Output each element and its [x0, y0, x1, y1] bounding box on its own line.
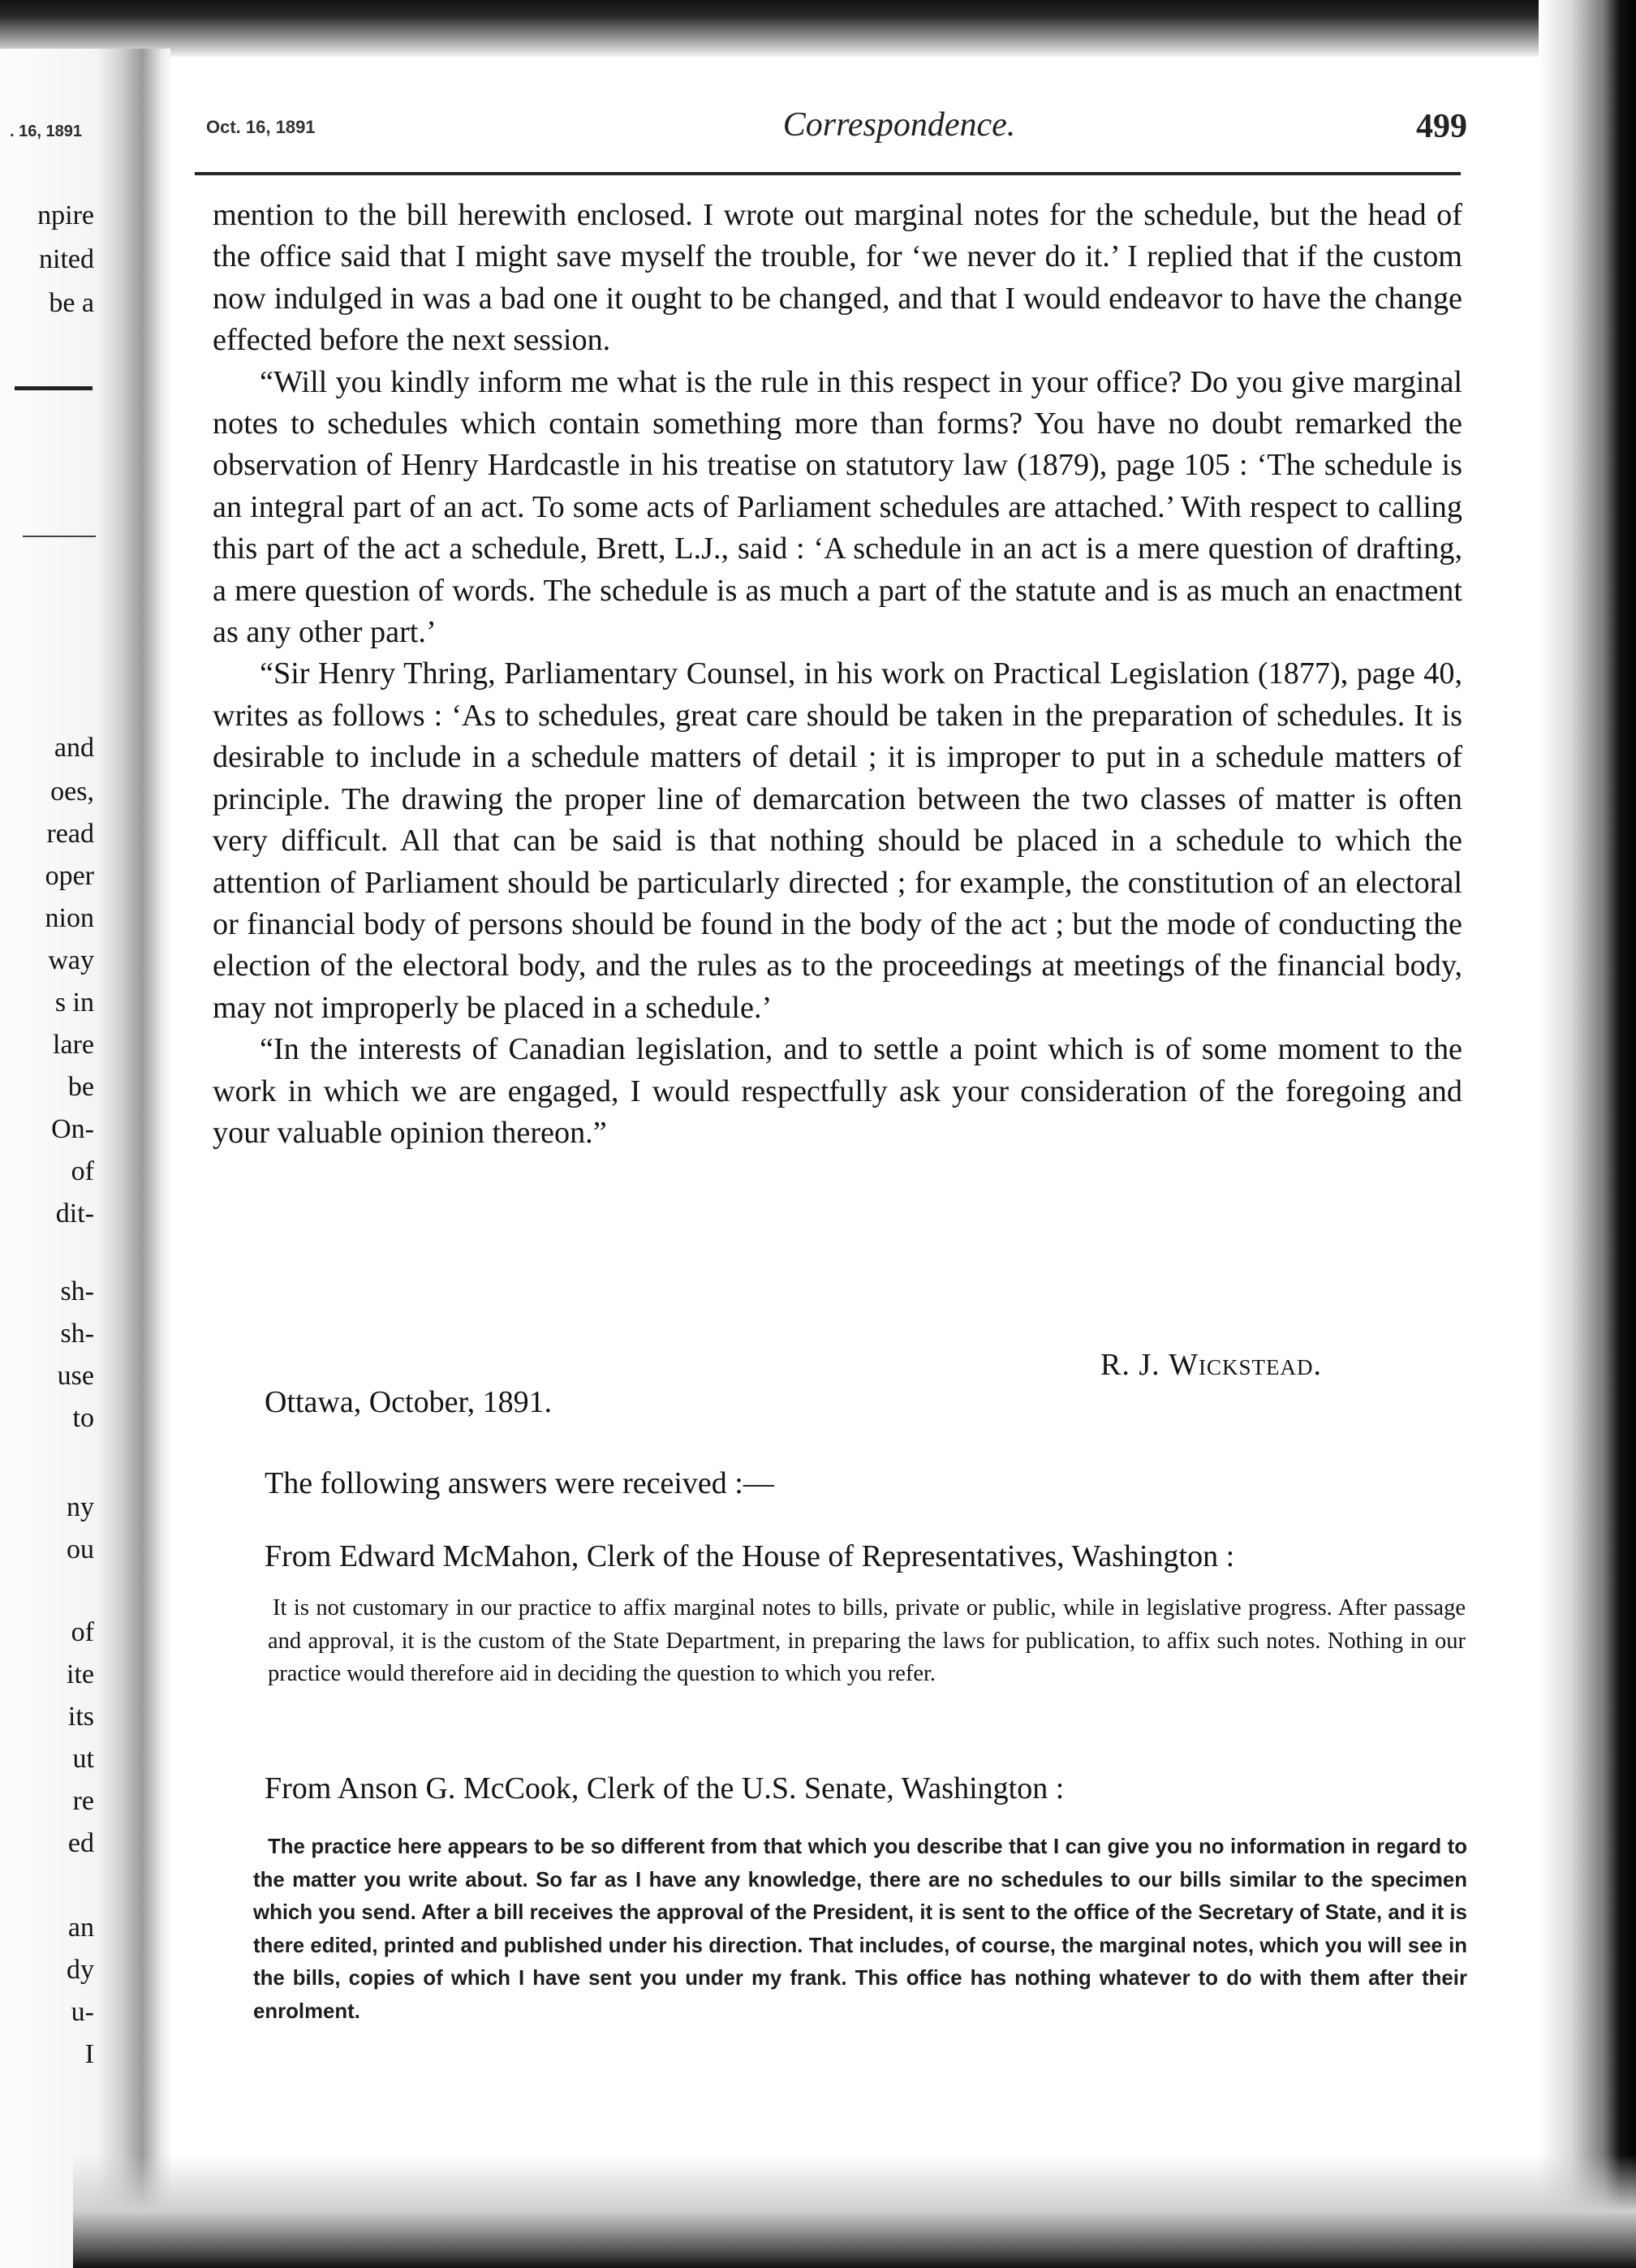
answer-heading: From Anson G. McCook, Clerk of the U.S. Senate, Washington : — [265, 1771, 1065, 1805]
answer-text: It is not customary in our practice to affix marginal notes to bills, private or public, while in legislative progress. After passage and approval, it is the custom of the State Department, in preparing the laws for publication, to affix such notes. Nothing in our practice would therefore aid in deciding the question to which you refer. — [268, 1595, 1466, 1686]
previous-page-fragment: ny — [67, 1492, 94, 1522]
previous-page-fragment: its — [67, 1702, 94, 1732]
previous-page-fragment: oes, — [50, 777, 94, 807]
letter-paragraph: mention to the bill herewith enclosed. I wrote out marginal notes for the schedule, but the head of the office said that I might save myself the trouble, for ‘we never do it.’ I replied that if the custom now indulged in was a bad one it ought to be changed, and that I would endeavor to have the change effected before the next session. — [213, 198, 1462, 358]
page-number: 499 — [1416, 108, 1467, 145]
previous-page-fragment: nion — [45, 903, 94, 933]
header-date: Oct. 16, 1891 — [206, 117, 316, 137]
signature-name: Wickstead. — [1169, 1348, 1323, 1382]
scan-right-edge — [1539, 0, 1636, 2268]
previous-page-fragment: of — [71, 1156, 94, 1186]
place-date: Ottawa, October, 1891. — [265, 1385, 553, 1419]
previous-page-fragment: dit- — [55, 1199, 94, 1229]
previous-page-fragment: an — [67, 1913, 94, 1943]
scan-top-edge — [0, 0, 1636, 57]
previous-page-column — [0, 0, 105, 2268]
header-rule — [195, 172, 1461, 175]
previous-page-rule — [15, 386, 93, 390]
previous-page-fragment: use — [57, 1361, 94, 1391]
previous-page-fragment: I — [84, 2039, 94, 2069]
previous-page-fragment: be a — [49, 288, 94, 318]
running-header — [201, 105, 1467, 154]
letter-paragraph: “In the interests of Canadian legislation, and to settle a point which is of some moment to the work in which we are engaged, I would respectfully ask your consideration of the foregoing and your valuable opinion thereon.” — [213, 1032, 1462, 1150]
scan-bottom-edge — [73, 2154, 1636, 2268]
letter-paragraph: “Will you kindly inform me what is the rule in this respect in your office? Do you give marginal notes to schedules which contain something more than forms? You have no doubt remarked the observation of Henry Hardcastle in his treatise on statutory law (1879), page 105 : ‘The schedule is an integral part of an act. To some acts of Parliament schedules are attached.’ With respect to calling this part of the act a schedule, Brett, L.J., said : ‘A schedule in an act is a mere question of drafting, a mere question of words. The schedule is as much a part of the statute and is as much an enactment as any other part.’ — [213, 364, 1462, 650]
previous-page-fragment: ou — [67, 1534, 94, 1564]
answer-heading: From Edward McMahon, Clerk of the House of Representatives, Washington : — [265, 1539, 1235, 1573]
previous-page-fragment: ed — [67, 1828, 94, 1858]
previous-page-fragment: and — [54, 733, 94, 763]
previous-page-fragment: nited — [39, 244, 94, 274]
previous-page-fragment: re — [72, 1786, 94, 1816]
previous-page-fragment: oper — [45, 861, 94, 891]
previous-page-fragment: s in — [54, 988, 94, 1018]
previous-page-fragment: On- — [51, 1114, 94, 1144]
previous-page-fragment: ite — [67, 1659, 94, 1689]
previous-page-fragment: lare — [53, 1030, 94, 1060]
header-title: Correspondence. — [782, 106, 1016, 144]
previous-page-date: . 16, 1891 — [10, 123, 82, 140]
previous-page-fragment: u- — [71, 1997, 94, 2027]
previous-page-fragment: sh- — [60, 1319, 94, 1349]
previous-page-fragment: npire — [37, 200, 94, 230]
answer-text: The practice here appears to be so different from that which you describe that I can give you no information in regard to the matter you write about. So far as I have any knowledge, there are no schedules to our bills similar to the specimen which you send. After a bill receives the approval of the President, it is sent to the office of the Secretary of State, and it is there edited, printed and published under his direction. That includes, of course, the marginal notes, which you will see in the bills, copies of which I have sent you under my frank. This office has nothing whatever to do with them after their enrolment. — [253, 1835, 1467, 2023]
previous-page-fragment: of — [71, 1617, 94, 1647]
signature — [1100, 1347, 1322, 1383]
signature-initials: R. J. — [1100, 1348, 1160, 1382]
previous-page-fragment: be — [67, 1072, 94, 1102]
previous-page-fragment: to — [72, 1403, 94, 1433]
previous-page-fragment: read — [46, 819, 94, 849]
answers-intro: The following answers were received :— — [265, 1466, 774, 1500]
previous-page-fragment: dy — [67, 1955, 94, 1985]
letter-body — [213, 195, 1462, 1154]
previous-page-fragment: sh- — [60, 1276, 94, 1306]
previous-page-fragment: way — [48, 945, 94, 975]
letter-paragraph: “Sir Henry Thring, Parliamentary Counsel, in his work on Practical Legislation (1877), page 40, writes as follows : ‘As to schedules, great care should be taken in the preparation of schedules. It is desirable to include in a schedule matters of detail ; it is improper to put in a schedule matters of principle. The drawing the proper line of demarcation between the two classes of matter is often very difficult. All that can be said is that nothing should be placed in a schedule to which the attention of Parliament should be particularly directed ; for example, the constitution of an electoral or financial body of persons should be found in the body of the act ; but the mode of conducting the election of the electoral body, and the rules as to the proceedings at meetings of the financial body, may not improperly be placed in a schedule.’ — [213, 656, 1462, 1025]
previous-page-rule — [23, 536, 96, 537]
previous-page-fragment: ut — [72, 1744, 94, 1774]
